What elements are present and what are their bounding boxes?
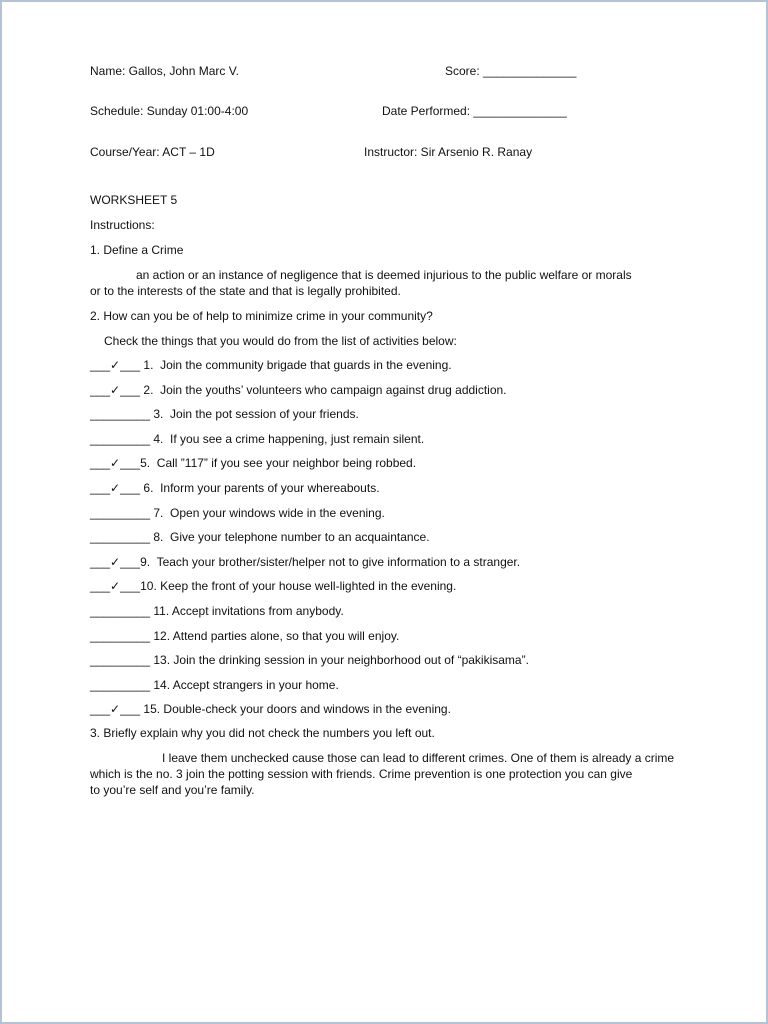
checklist-item	[90, 431, 730, 447]
checklist-item	[90, 529, 730, 545]
answer-blank: ___✓___	[90, 480, 141, 495]
item-label: 8. Give your telephone number to an acquaintance.	[153, 530, 430, 545]
checklist-item	[90, 455, 730, 471]
checklist-item	[90, 382, 730, 398]
answer-blank: _________	[90, 505, 151, 520]
item-label: 11. Accept invitations from anybody.	[153, 603, 344, 618]
checklist-item	[90, 677, 730, 693]
answer-line: which is the no. 3 join the potting session with friends. Crime prevention is one protection you can give	[90, 766, 633, 781]
answer-blank: ___✓___	[90, 554, 141, 569]
item-label: 1. Join the community brigade that guards in the evening.	[143, 358, 452, 372]
answer-line: to you’re self and you’re family.	[90, 782, 255, 797]
item-label: 5. Call ”117” if you see your neighbor being robbed.	[140, 456, 417, 471]
item-label: 14. Accept strangers in your home.	[153, 677, 339, 692]
answer-blank: _________	[90, 603, 151, 618]
answer-blank: _________	[90, 653, 151, 668]
schedule: Schedule: Sunday 01:00-4:00	[90, 104, 249, 118]
answer-blank: ___✓___	[90, 702, 141, 717]
item-label: 6. Inform your parents of your whereabouts.	[143, 480, 380, 495]
answer-blank: _________	[90, 530, 151, 545]
answer-blank: ___✓___	[90, 456, 141, 471]
answer-blank: ___✓___	[90, 382, 141, 397]
checklist-item	[90, 603, 730, 619]
item-label: 2. Join the youths’ volunteers who campaign against drug addiction.	[143, 382, 507, 397]
answer-line: an action or an instance of negligence that is deemed injurious to the public welfare or morals	[136, 268, 632, 282]
answer-blank: ___✓___	[90, 579, 141, 594]
question-3-answer	[90, 750, 730, 798]
checklist-item	[90, 406, 730, 422]
item-label: 13. Join the drinking session in your neighborhood out of “pakikisama”.	[153, 653, 529, 668]
worksheet-body	[90, 192, 730, 807]
item-label: 3. Join the pot session of your friends.	[153, 407, 359, 422]
answer-line: or to the interests of the state and that is legally prohibited.	[90, 284, 401, 298]
item-label: 10. Keep the front of your house well-lighted in the evening.	[140, 579, 457, 594]
answer-blank: _________	[90, 628, 151, 643]
course-year: Course/Year: ACT – 1D	[90, 145, 215, 159]
checklist-item	[90, 357, 730, 373]
instructions-label: Instructions:	[90, 218, 155, 232]
item-label: 12. Attend parties alone, so that you will enjoy.	[153, 628, 400, 643]
activity-checklist	[90, 357, 730, 717]
question-3: 3. Briefly explain why you did not check the numbers you left out.	[90, 725, 435, 740]
item-label: 4. If you see a crime happening, just remain silent.	[153, 431, 425, 446]
answer-blank: _________	[90, 677, 151, 692]
item-label: 9. Teach your brother/sister/helper not to give information to a stranger.	[140, 554, 521, 569]
answer-blank: _________	[90, 431, 151, 446]
item-label: 15. Double-check your doors and windows in the evening.	[143, 702, 451, 717]
item-label: 7. Open your windows wide in the evening.	[153, 505, 385, 520]
question-2-instruction: Check the things that you would do from the list of activities below:	[104, 334, 457, 348]
student-name: Name: Gallos, John Marc V.	[90, 64, 239, 78]
question-2: 2. How can you be of help to minimize crime in your community?	[90, 309, 433, 323]
checklist-item	[90, 578, 730, 594]
checklist-item	[90, 554, 730, 570]
checklist-item	[90, 701, 730, 717]
checklist-item	[90, 652, 730, 668]
instructor: Instructor: Sir Arsenio R. Ranay	[364, 145, 533, 159]
checklist-item	[90, 505, 730, 521]
date-performed-field: Date Performed: ______________	[382, 104, 567, 118]
checklist-item	[90, 628, 730, 644]
question-1-answer	[90, 267, 730, 299]
worksheet-title: WORKSHEET 5	[90, 193, 178, 207]
answer-line: I leave them unchecked cause those can lead to different crimes. One of them is already a crime	[162, 750, 675, 765]
answer-blank: ___✓___	[90, 358, 141, 372]
answer-blank: _________	[90, 407, 151, 422]
checklist-item	[90, 480, 730, 496]
score-field: Score: ______________	[445, 64, 577, 78]
question-1: 1. Define a Crime	[90, 243, 184, 257]
